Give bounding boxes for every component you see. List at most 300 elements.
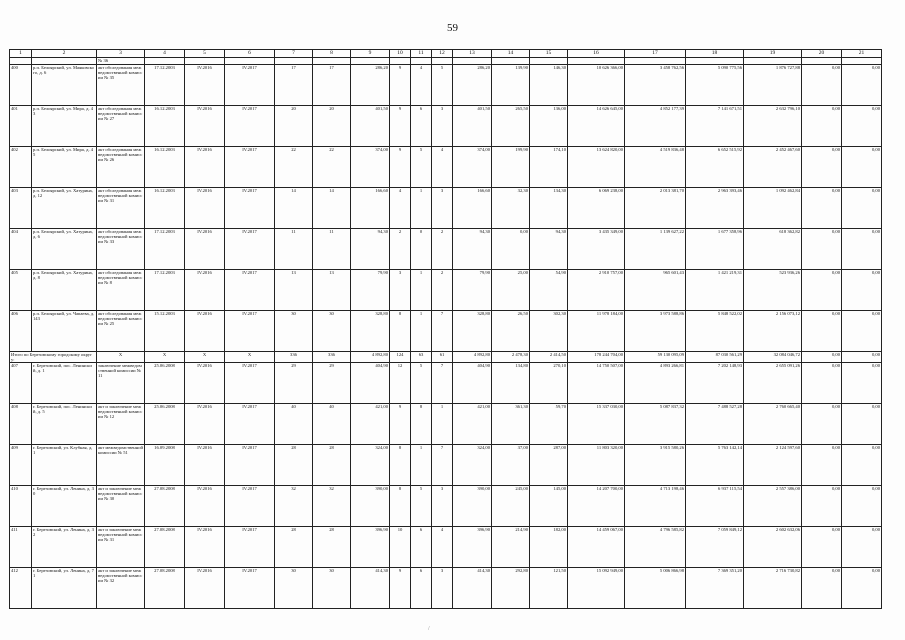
table-cell: 2 013 381,70 — [625, 188, 686, 229]
table-cell: акт межведомственной комиссии № 51 — [97, 445, 145, 486]
table-cell: 404,90 — [453, 363, 492, 404]
table-cell: 401,50 — [453, 106, 492, 147]
table-cell: 5 848 522,02 — [686, 311, 744, 352]
table-cell: IV.2016 — [185, 363, 225, 404]
table-cell: 2 — [390, 229, 411, 270]
empty-cell — [390, 58, 411, 65]
table-cell: 2 557 386,00 — [744, 486, 802, 527]
table-cell: IV.2017 — [225, 445, 275, 486]
table-cell: 0,00 — [842, 188, 882, 229]
empty-cell — [275, 58, 313, 65]
column-header-15: 15 — [530, 50, 568, 58]
empty-cell — [744, 58, 802, 65]
carry-over-row — [10, 58, 882, 65]
table-cell: IV.2017 — [225, 106, 275, 147]
table-cell: 1 139 627,22 — [625, 229, 686, 270]
table-cell: 13 624 820,00 — [568, 147, 625, 188]
table-cell: 28 — [313, 527, 351, 568]
table-cell: 174,10 — [530, 147, 568, 188]
table-cell: 32 — [275, 486, 313, 527]
table-cell: 1 677 358,96 — [686, 229, 744, 270]
column-header-13: 13 — [453, 50, 492, 58]
column-header-11: 11 — [411, 50, 432, 58]
column-header-3: 3 — [97, 50, 145, 58]
table-cell: 13 — [313, 270, 351, 311]
table-cell: г. Березовский, пос. Ленинский, д. 1 — [32, 363, 97, 404]
table-cell: IV.2017 — [225, 188, 275, 229]
table-cell: 182,00 — [530, 527, 568, 568]
table-cell: 166,60 — [351, 188, 390, 229]
table-cell: 134,30 — [530, 188, 568, 229]
table-cell: 0,00 — [842, 229, 882, 270]
table-row — [10, 568, 882, 609]
column-header-14: 14 — [492, 50, 530, 58]
table-cell: 4 796 585,82 — [625, 527, 686, 568]
table-cell: 10 — [390, 527, 411, 568]
table-cell: 9 — [390, 147, 411, 188]
table-cell: 407 — [10, 363, 32, 404]
table-cell: р.п. Белоярский, ул. Маяковского, д. 6 — [32, 65, 97, 106]
table-cell: 1 — [411, 270, 432, 311]
table-cell: 374,00 — [351, 147, 390, 188]
column-header-4: 4 — [145, 50, 185, 58]
table-cell: 9 — [390, 568, 411, 609]
empty-cell — [10, 58, 32, 65]
empty-cell — [492, 58, 530, 65]
table-cell: 402 — [10, 147, 32, 188]
table-cell: 2 — [432, 229, 453, 270]
table-cell: 0,00 — [842, 352, 882, 363]
table-cell: г. Березовский, ул. Ленина, д. 32 — [32, 527, 97, 568]
table-cell: 0,00 — [842, 270, 882, 311]
table-cell: 16.09.2008 — [145, 445, 185, 486]
table-cell: 3 — [432, 106, 453, 147]
table-cell: 404,90 — [351, 363, 390, 404]
table-cell: 14 — [275, 188, 313, 229]
table-cell: 0,00 — [802, 311, 842, 352]
table-cell: р.п. Белоярский, ул. Хатурина, д. 8 — [32, 270, 97, 311]
table-cell: акт и заключение межведомственной комиссии № 12 — [97, 404, 145, 445]
table-cell: 6 — [411, 527, 432, 568]
table-cell: 0,00 — [842, 311, 882, 352]
table-cell: 54,90 — [530, 270, 568, 311]
table-cell: 15 092 949,00 — [568, 568, 625, 609]
table-cell: IV.2017 — [225, 486, 275, 527]
table-cell: 30 — [275, 568, 313, 609]
table-cell: 9 — [390, 65, 411, 106]
column-header-16: 16 — [568, 50, 625, 58]
table-cell: 2 452 467,60 — [744, 147, 802, 188]
table-cell: 94,30 — [530, 229, 568, 270]
table-cell: р.п. Белоярский, ул. Хатурина, д. 6 — [32, 229, 97, 270]
table-cell: IV.2016 — [185, 188, 225, 229]
table-cell: 7 141 671,51 — [686, 106, 744, 147]
table-cell: 390,00 — [453, 486, 492, 527]
table-cell: 3 — [432, 568, 453, 609]
table-cell: 2 716 730,82 — [744, 568, 802, 609]
table-cell: 302,30 — [530, 311, 568, 352]
table-cell: 10 626 366,00 — [568, 65, 625, 106]
column-header-2: 2 — [32, 50, 97, 58]
table-cell: X — [145, 352, 185, 363]
table-cell: 3 973 588,86 — [625, 311, 686, 352]
table-cell: 146,30 — [530, 65, 568, 106]
table-cell: 28 — [275, 527, 313, 568]
table-cell: 1 092 462,84 — [744, 188, 802, 229]
table-cell: р.п. Белоярский, ул. Мира, д. 45 — [32, 147, 97, 188]
table-cell: 27.08.2008 — [145, 486, 185, 527]
empty-cell — [351, 58, 390, 65]
table-cell: 29 — [313, 363, 351, 404]
table-cell: 8 — [390, 311, 411, 352]
table-cell: 25.06.2008 — [145, 404, 185, 445]
table-cell: 5 — [411, 486, 432, 527]
table-cell: 30 — [313, 311, 351, 352]
table-cell: 13 — [275, 270, 313, 311]
table-cell: 7 — [432, 311, 453, 352]
table-cell: 7 — [432, 363, 453, 404]
table-cell: 7 — [432, 445, 453, 486]
table-cell: 0,00 — [802, 363, 842, 404]
table-cell: 121,50 — [530, 568, 568, 609]
table-cell: 12 — [390, 363, 411, 404]
table-cell: акт обследования межведомственной комиссии № 25 — [97, 311, 145, 352]
column-header-1: 1 — [10, 50, 32, 58]
column-number-row — [10, 50, 882, 58]
table-cell: р.п. Белоярский, ул. Чапаева, д. 143 — [32, 311, 97, 352]
table-cell: 0,00 — [842, 65, 882, 106]
table-cell: 3 435 349,00 — [568, 229, 625, 270]
table-cell: IV.2016 — [185, 65, 225, 106]
table-cell: 32 — [313, 486, 351, 527]
column-header-12: 12 — [432, 50, 453, 58]
table-cell: 15.12.2003 — [145, 311, 185, 352]
table-cell: 4 713 198,46 — [625, 486, 686, 527]
table-cell: 40 — [275, 404, 313, 445]
empty-cell — [432, 58, 453, 65]
table-cell: акт и заключение межведомственной комиссии № 31 — [97, 527, 145, 568]
table-cell: IV.2017 — [225, 568, 275, 609]
table-row — [10, 147, 882, 188]
table-cell: 4 519 836,48 — [625, 147, 686, 188]
table-cell: 11 978 184,00 — [568, 311, 625, 352]
table-cell: 59,70 — [530, 404, 568, 445]
table-cell: 3 915 580,26 — [625, 445, 686, 486]
table-cell: 0,00 — [842, 527, 882, 568]
table-cell: 401,50 — [351, 106, 390, 147]
table-cell: 27.08.2008 — [145, 527, 185, 568]
table-row — [10, 65, 882, 106]
table-cell: 421,00 — [351, 404, 390, 445]
table-cell: 405 — [10, 270, 32, 311]
table-cell: 2 632 796,10 — [744, 106, 802, 147]
table-cell: 0,00 — [802, 270, 842, 311]
table-cell: 87 030 561,29 — [686, 352, 744, 363]
table-cell: IV.2016 — [185, 311, 225, 352]
table-cell: IV.2017 — [225, 404, 275, 445]
table-cell: 8 — [411, 404, 432, 445]
table-row — [10, 486, 882, 527]
table-cell: 136,00 — [530, 106, 568, 147]
table-cell: 63 — [411, 352, 432, 363]
table-cell: г. Березовский, пос. Ленинский, д. 5 — [32, 404, 97, 445]
empty-cell — [411, 58, 432, 65]
table-cell: 11 — [275, 229, 313, 270]
table-cell: 0,00 — [802, 229, 842, 270]
table-cell: 0,00 — [842, 568, 882, 609]
table-cell: 421,00 — [453, 404, 492, 445]
table-cell: 25,00 — [492, 270, 530, 311]
table-cell: 2 602 632,06 — [744, 527, 802, 568]
table-cell: 14 626 645,00 — [568, 106, 625, 147]
table-cell: 59 130 095,09 — [625, 352, 686, 363]
table-cell: р.п. Белоярский, ул. Мира, д. 43 — [32, 106, 97, 147]
total-row — [10, 352, 882, 363]
empty-cell — [313, 58, 351, 65]
empty-cell — [185, 58, 225, 65]
table-cell: 0,00 — [842, 445, 882, 486]
table-cell: 15 337 030,00 — [568, 404, 625, 445]
table-cell: 324,00 — [351, 445, 390, 486]
table-cell: 4 892,80 — [351, 352, 390, 363]
table-cell: 1 421 219,31 — [686, 270, 744, 311]
table-cell: 22 — [275, 147, 313, 188]
table-cell: 199,90 — [492, 147, 530, 188]
table-cell: 1 — [411, 188, 432, 229]
table-cell: 0,00 — [802, 486, 842, 527]
table-cell: 37,00 — [492, 445, 530, 486]
column-header-19: 19 — [744, 50, 802, 58]
table-cell: 32,30 — [492, 188, 530, 229]
empty-cell — [842, 58, 882, 65]
table-cell: 22 — [313, 147, 351, 188]
table-cell: IV.2017 — [225, 527, 275, 568]
table-cell: 0,00 — [492, 229, 530, 270]
table-cell: 139,90 — [492, 65, 530, 106]
table-cell: 17 — [275, 65, 313, 106]
table-cell: IV.2017 — [225, 363, 275, 404]
table-cell: 2 124 597,60 — [744, 445, 802, 486]
table-cell: 408 — [10, 404, 32, 445]
table-cell: 401 — [10, 106, 32, 147]
table-cell: 414,30 — [351, 568, 390, 609]
table-cell: г. Березовский, ул. Ленина, д. 71 — [32, 568, 97, 609]
table-cell: 3 458 762,56 — [625, 65, 686, 106]
page-number: 59 — [447, 22, 458, 34]
table-cell: г. Березовский, ул. Клубная, д. 1 — [32, 445, 97, 486]
table-cell: 14 207 700,00 — [568, 486, 625, 527]
table-row — [10, 311, 882, 352]
column-header-10: 10 — [390, 50, 411, 58]
table-cell: 7 369 351,20 — [686, 568, 744, 609]
table-cell: 390,00 — [351, 486, 390, 527]
table-cell: 166,60 — [453, 188, 492, 229]
table-cell: 0,00 — [802, 147, 842, 188]
table-cell: IV.2016 — [185, 147, 225, 188]
table-cell: 14 — [313, 188, 351, 229]
table-cell: 11 803 320,00 — [568, 445, 625, 486]
empty-cell — [802, 58, 842, 65]
table-cell: 0,00 — [842, 106, 882, 147]
table-cell: 324,00 — [453, 445, 492, 486]
table-cell: 409 — [10, 445, 32, 486]
table-cell: 29 — [275, 363, 313, 404]
table-cell: 20 — [275, 106, 313, 147]
table-cell: 414,30 — [453, 568, 492, 609]
table-cell: 1 876 727,88 — [744, 65, 802, 106]
table-cell: акт обследования межведомственной комиссии № 27 — [97, 106, 145, 147]
table-cell: 6 652 515,92 — [686, 147, 744, 188]
table-row — [10, 527, 882, 568]
table-cell: № 36 — [97, 58, 145, 65]
column-header-17: 17 — [625, 50, 686, 58]
table-cell: 27.08.2008 — [145, 568, 185, 609]
table-cell: 5 — [411, 147, 432, 188]
empty-cell — [32, 58, 97, 65]
table-cell: 16.12.2003 — [145, 188, 185, 229]
table-cell: 16.12.2003 — [145, 147, 185, 188]
table-cell: IV.2016 — [185, 270, 225, 311]
table-cell: 214,90 — [492, 527, 530, 568]
table-cell: 2 478,30 — [492, 352, 530, 363]
table-cell: 0,00 — [842, 486, 882, 527]
table-cell: 94,30 — [453, 229, 492, 270]
table-cell: 40 — [313, 404, 351, 445]
empty-cell — [530, 58, 568, 65]
table-cell: 361,30 — [492, 404, 530, 445]
table-row — [10, 445, 882, 486]
table-cell: 287,00 — [530, 445, 568, 486]
empty-cell — [568, 58, 625, 65]
table-cell: акт обследования межведомственной комиссии № 26 — [97, 147, 145, 188]
table-cell: 406 — [10, 311, 32, 352]
table-cell: акт обследования межведомственной комиссии № 8 — [97, 270, 145, 311]
table-cell: 17 — [313, 65, 351, 106]
scan-mark: / — [428, 626, 430, 632]
table-cell: 2 156 073,12 — [744, 311, 802, 352]
empty-cell — [453, 58, 492, 65]
empty-cell — [625, 58, 686, 65]
table-cell: 4 892,80 — [453, 352, 492, 363]
table-cell: Итого по Березовскому городскому округу: — [10, 352, 97, 363]
table-cell: 0,00 — [802, 404, 842, 445]
column-header-18: 18 — [686, 50, 744, 58]
table-cell: 4 852 177,39 — [625, 106, 686, 147]
table-cell: 17.12.2003 — [145, 65, 185, 106]
table-cell: 7 059 849,12 — [686, 527, 744, 568]
column-header-21: 21 — [842, 50, 882, 58]
table-cell: 410 — [10, 486, 32, 527]
table-row — [10, 188, 882, 229]
table-cell: 134,80 — [492, 363, 530, 404]
table-cell: 0 — [411, 229, 432, 270]
table-cell: 336 — [275, 352, 313, 363]
table-cell: 292,80 — [492, 568, 530, 609]
column-header-6: 6 — [225, 50, 275, 58]
table-cell: 5 006 866,98 — [625, 568, 686, 609]
table-cell: 0,00 — [802, 106, 842, 147]
table-cell: 5 — [432, 65, 453, 106]
table-cell: 265,50 — [492, 106, 530, 147]
table-cell: 16.12.2003 — [145, 106, 185, 147]
table-cell: X — [185, 352, 225, 363]
table-cell: 2 — [432, 270, 453, 311]
table-cell: 28 — [313, 445, 351, 486]
table-cell: IV.2016 — [185, 486, 225, 527]
table-cell: IV.2016 — [185, 445, 225, 486]
table-cell: 6 069 238,00 — [568, 188, 625, 229]
table-cell: IV.2016 — [185, 229, 225, 270]
table-cell: 0,00 — [802, 352, 842, 363]
table-cell: 618 362,82 — [744, 229, 802, 270]
table-row — [10, 229, 882, 270]
table-cell: 0,00 — [802, 445, 842, 486]
table-cell: 286,20 — [453, 65, 492, 106]
column-header-9: 9 — [351, 50, 390, 58]
table-row — [10, 363, 882, 404]
table-cell: 20 — [313, 106, 351, 147]
table-cell: IV.2017 — [225, 270, 275, 311]
table-cell: 26,50 — [492, 311, 530, 352]
table-cell: 94,30 — [351, 229, 390, 270]
table-cell: IV.2017 — [225, 147, 275, 188]
table-cell: 4 — [390, 188, 411, 229]
table-cell: 5 — [411, 363, 432, 404]
table-row — [10, 404, 882, 445]
table-cell: 396,90 — [351, 527, 390, 568]
table-cell: 6 937 115,54 — [686, 486, 744, 527]
table-cell: 2 760 665,40 — [744, 404, 802, 445]
table-cell: 28 — [275, 445, 313, 486]
housing-table — [9, 49, 882, 609]
table-cell: 396,90 — [453, 527, 492, 568]
table-cell: 374,00 — [453, 147, 492, 188]
table-cell: 32 084 046,72 — [744, 352, 802, 363]
table-cell: 286,20 — [351, 65, 390, 106]
table-cell: 8 — [390, 445, 411, 486]
table-cell: 0,00 — [802, 527, 842, 568]
table-cell: 30 — [313, 568, 351, 609]
table-cell: 11 — [313, 229, 351, 270]
table-cell: 3 — [390, 270, 411, 311]
table-cell: 6 — [411, 568, 432, 609]
table-cell: 2 414,50 — [530, 352, 568, 363]
table-cell: 7 202 148,93 — [686, 363, 744, 404]
table-cell: акт обследования межведомственной комиссии № 35 — [97, 65, 145, 106]
table-cell: акт обследования межведомственной комиссии № 31 — [97, 188, 145, 229]
table-cell: акт и заключение межведомственной комиссии № 30 — [97, 486, 145, 527]
table-cell: 245,00 — [492, 486, 530, 527]
table-cell: 404 — [10, 229, 32, 270]
table-cell: 79,90 — [453, 270, 492, 311]
column-header-20: 20 — [802, 50, 842, 58]
table-cell: 270,10 — [530, 363, 568, 404]
table-cell: 0,00 — [802, 188, 842, 229]
table-cell: 0,00 — [842, 363, 882, 404]
table-cell: 17.12.2003 — [145, 229, 185, 270]
table-cell: 30 — [275, 311, 313, 352]
table-cell: 3 — [432, 486, 453, 527]
table-cell: г. Березовский, ул. Ленина, д. 30 — [32, 486, 97, 527]
table-cell: 9 — [390, 404, 411, 445]
table-cell: 5 763 142,14 — [686, 445, 744, 486]
table-cell: заключение межведомственной комиссии № 11 — [97, 363, 145, 404]
column-header-7: 7 — [275, 50, 313, 58]
table-cell: 2 963 393,46 — [686, 188, 744, 229]
table-cell: 124 — [390, 352, 411, 363]
table-cell: 4 893 266,81 — [625, 363, 686, 404]
table-cell: 1 — [411, 311, 432, 352]
